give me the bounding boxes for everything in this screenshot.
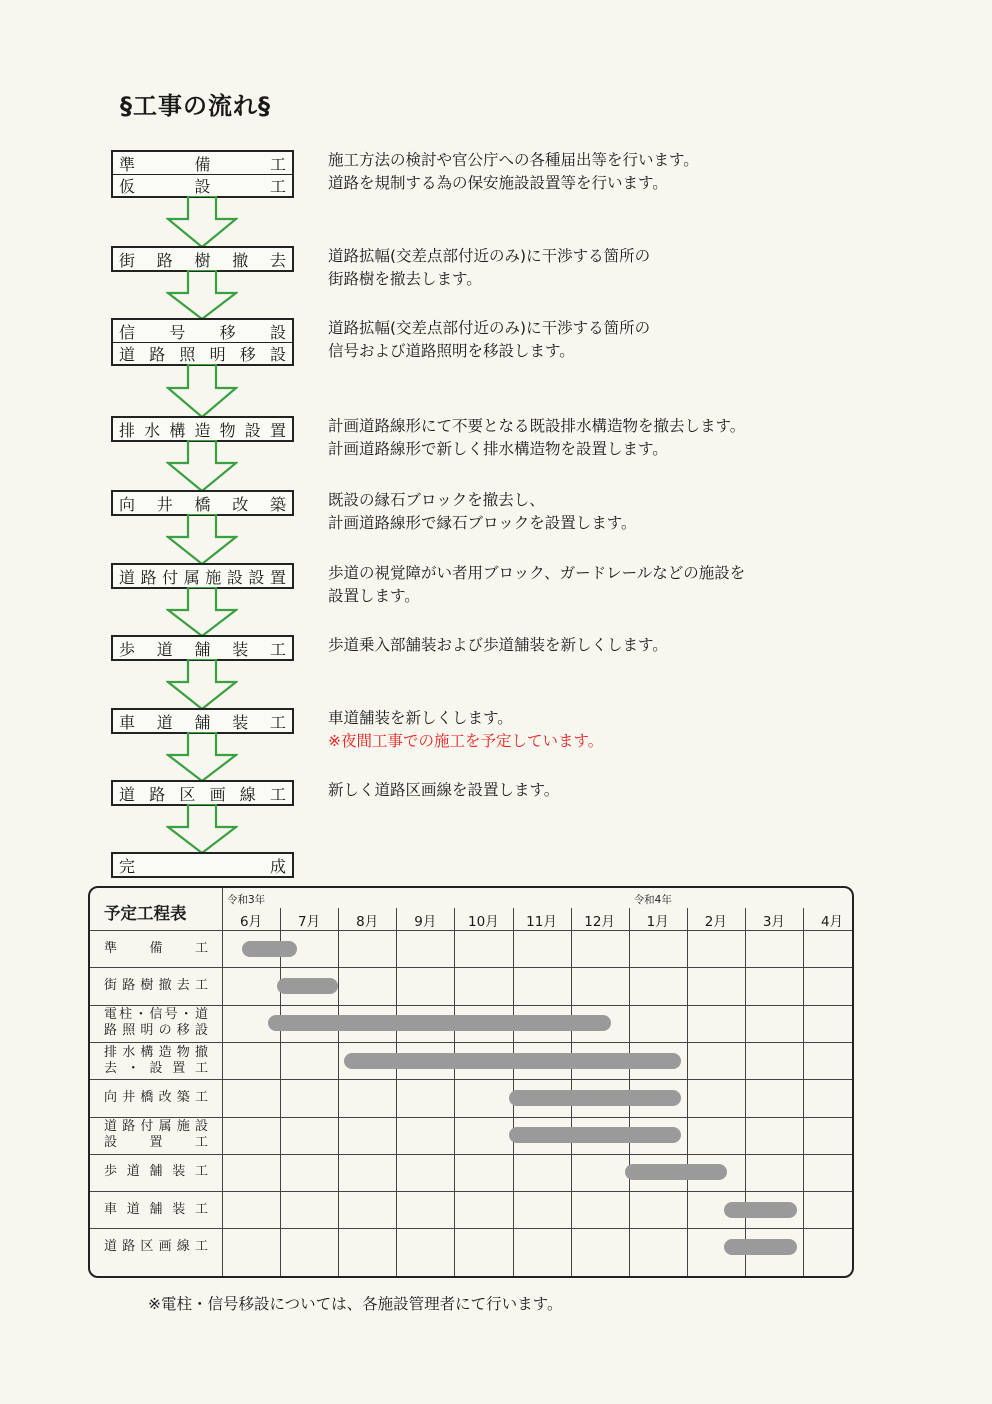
grid-line [90, 967, 852, 968]
flow-step-label: 街 路 樹 撤 去 [119, 250, 286, 270]
down-arrow-icon [166, 364, 238, 418]
schedule-table [88, 886, 854, 1278]
flow-step-description [328, 779, 888, 802]
grid-line [280, 908, 281, 1276]
flow-step-box [111, 150, 294, 198]
flow-step-label: 車 道 舗 装 工 [119, 712, 286, 732]
grid-line [90, 1042, 852, 1043]
down-arrow-icon [166, 732, 238, 782]
description-line: 計画道路線形で縁石ブロックを設置します。 [328, 514, 637, 532]
description-line: 道路拡幅(交差点部付近のみ)に干渉する箇所の [328, 319, 651, 337]
page-title: §工事の流れ§ [120, 92, 271, 120]
flow-step-description [328, 415, 888, 461]
flow-step-description [328, 634, 888, 657]
schedule-row-label [104, 941, 208, 957]
grid-line [396, 908, 397, 1276]
grid-line [90, 1191, 852, 1192]
month-header: 7月 [298, 914, 321, 930]
flow-step-label: 仮 設 工 [113, 174, 292, 196]
down-arrow-icon [166, 196, 238, 248]
month-header: 1月 [646, 914, 669, 930]
grid-line [90, 930, 852, 931]
down-arrow-icon [166, 587, 238, 637]
flow-step-label: 向 井 橋 改 築 [119, 494, 286, 514]
row-label-line: 向 井 橋 改 築 工 [104, 1089, 208, 1105]
flow-step-label: 道 路 区 画 線 工 [119, 784, 286, 804]
flow-step-label: 道 路 付 属 施 設 設 置 [119, 567, 286, 587]
description-line: 信号および道路照明を移設します。 [328, 342, 575, 360]
grid-line [687, 908, 688, 1276]
description-line: 歩道の視覚障がい者用ブロック、ガードレールなどの施設を [328, 564, 746, 582]
grid-line [338, 908, 339, 1276]
schedule-row-label [104, 1164, 208, 1180]
flow-step-label: 道 路 照 明 移 設 [113, 342, 292, 364]
row-label-line: 道 路 区 画 線 工 [104, 1239, 208, 1255]
row-label-line: 電 柱 ・ 信 号 ・ 道 [104, 1007, 208, 1023]
description-line: 計画道路線形で新しく排水構造物を設置します。 [328, 440, 668, 458]
month-header: 9月 [414, 914, 437, 930]
description-line: 施工方法の検討や官公庁への各種届出等を行います。 [328, 151, 699, 169]
month-header: 10月 [468, 914, 499, 930]
description-line: 歩道乗入部舗装および歩道舗装を新しくします。 [328, 636, 668, 654]
month-header: 2月 [704, 914, 727, 930]
month-header: 4月 [820, 914, 844, 930]
flow-step-label: 完 成 [119, 856, 286, 876]
row-label-line: 準 備 工 [104, 940, 208, 956]
schedule-bar [344, 1053, 681, 1069]
schedule-row-label [104, 1239, 208, 1255]
down-arrow-icon [166, 440, 238, 492]
description-line: 既設の縁石ブロックを撤去し、 [328, 491, 545, 509]
flow-step-box [111, 318, 294, 366]
schedule-row-label [104, 1202, 208, 1218]
schedule-bar [509, 1090, 680, 1106]
down-arrow-icon [166, 270, 238, 320]
description-line: 道路拡幅(交差点部付近のみ)に干渉する箇所の [328, 247, 651, 265]
flow-step-label: 歩 道 舗 装 工 [119, 639, 286, 659]
schedule-bar [268, 1015, 611, 1031]
description-line: 車道舗装を新しくします。 [328, 709, 513, 727]
grid-line [803, 908, 804, 1276]
flow-step-box [111, 490, 294, 516]
month-header: 3月 [762, 914, 785, 930]
flow-step-box [111, 780, 294, 806]
description-line: 設置します。 [328, 587, 420, 605]
description-line: 新しく道路区画線を設置します。 [328, 781, 560, 799]
row-label-line: 街 路 樹 撤 去 工 [104, 977, 208, 993]
row-label-line: 去 ・ 設 置 工 [104, 1060, 208, 1076]
flow-step-description [328, 149, 888, 195]
schedule-row-label [104, 978, 208, 994]
grid-line [90, 1079, 852, 1080]
description-line: 計画道路線形にて不要となる既設排水構造物を撤去します。 [328, 417, 746, 435]
flow-step-label: 排 水 構 造 物 設 置 [119, 420, 286, 440]
schedule-bar [625, 1164, 727, 1180]
flow-step-description [328, 317, 888, 363]
flow-step-label: 準 備 工 [119, 154, 286, 174]
row-label-line: 道 路 付 属 施 設 [104, 1119, 208, 1135]
description-line: 道路を規制する為の保安施設設置等を行います。 [328, 174, 668, 192]
down-arrow-icon [166, 659, 238, 710]
grid-line [90, 1228, 852, 1229]
row-label-line: 歩 道 舗 装 工 [104, 1164, 208, 1180]
schedule-bar [509, 1127, 680, 1143]
flow-step-description [328, 489, 888, 535]
flow-step-box [111, 563, 294, 589]
era-label: 令和4年 [633, 894, 672, 906]
grid-line [90, 1117, 852, 1118]
grid-line [454, 908, 455, 1276]
month-header: 12月 [584, 914, 615, 930]
flow-step-description [328, 245, 888, 291]
schedule-row-label [104, 1045, 208, 1077]
flow-step-description [328, 562, 888, 608]
schedule-bar [277, 978, 338, 994]
description-line: 街路樹を撤去します。 [328, 270, 482, 288]
flow-step-box [111, 852, 294, 878]
schedule-row-label [104, 1119, 208, 1151]
schedule-row-label [104, 1090, 208, 1106]
flow-step-box [111, 635, 294, 661]
grid-line [222, 888, 223, 1276]
schedule-title: 予定工程表 [104, 904, 187, 923]
flow-step-box [111, 416, 294, 442]
down-arrow-icon [166, 804, 238, 854]
flow-step-box [111, 246, 294, 272]
month-header: 8月 [356, 914, 379, 930]
row-label-line: 排 水 構 造 物 撤 [104, 1044, 208, 1060]
row-label-line: 車 道 舗 装 工 [104, 1201, 208, 1217]
row-label-line: 路 照 明 の 移 設 [104, 1023, 208, 1039]
flow-step-description [328, 707, 888, 753]
down-arrow-icon [166, 514, 238, 565]
era-label: 令和3年 [227, 894, 266, 906]
schedule-bar [242, 941, 297, 957]
grid-line [90, 1005, 852, 1006]
row-label-line: 設 置 工 [104, 1135, 208, 1151]
footnote: ※電柱・信号移設については、各施設管理者にて行います。 [148, 1295, 563, 1313]
schedule-row-label [104, 1007, 208, 1039]
night-work-notice: ※夜間工事での施工を予定しています。 [328, 732, 604, 750]
month-header: 11月 [526, 914, 557, 930]
flow-step-box [111, 708, 294, 734]
grid-line [90, 1154, 852, 1155]
flow-step-label: 信 号 移 設 [119, 322, 286, 342]
month-header: 6月 [239, 914, 263, 930]
grid-line [745, 908, 746, 1276]
schedule-bar [724, 1202, 797, 1218]
schedule-bar [724, 1239, 797, 1255]
